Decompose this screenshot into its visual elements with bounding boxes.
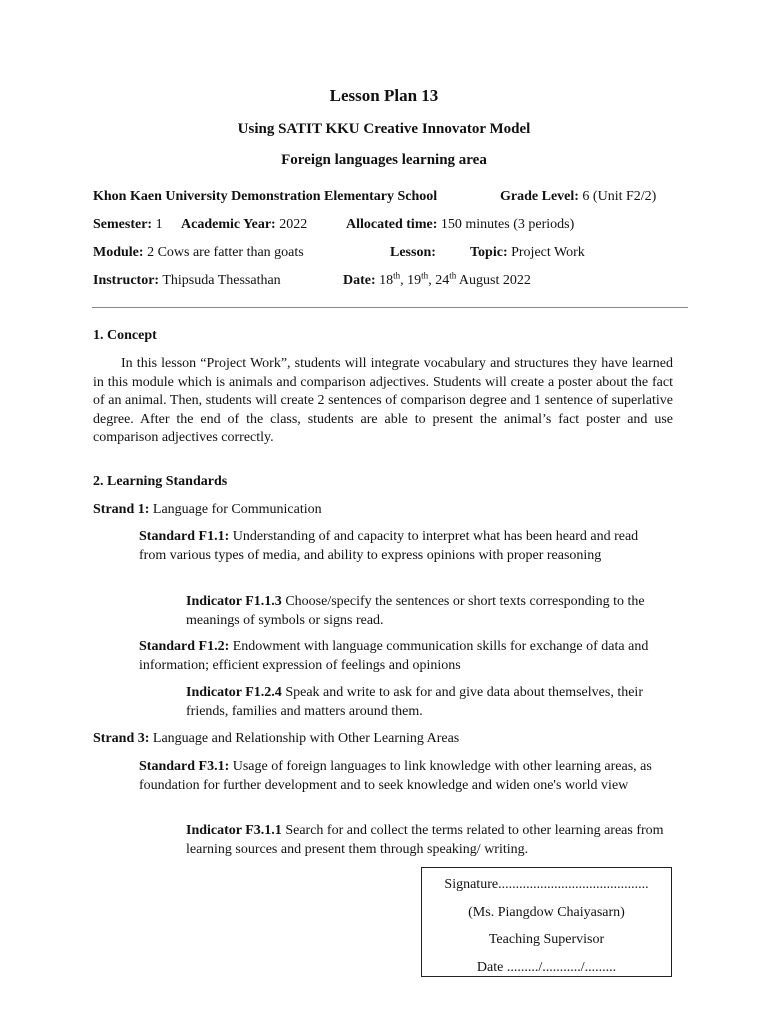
supervisor-title: Teaching Supervisor	[488, 932, 605, 947]
module	[93, 244, 304, 262]
standard-f3-1-text: Usage of foreign languages to link knowledge with other learning areas, as foundation for further development and to seek knowledge and widen one's world view	[139, 759, 652, 793]
lesson-label: Lesson:	[390, 245, 436, 260]
learning-area: Foreign languages learning area	[281, 152, 487, 168]
indicator-f1-1-3-label: Indicator F1.1.3	[186, 594, 282, 609]
module-label: Module:	[93, 245, 144, 260]
standard-f1-1	[139, 528, 667, 565]
module-value: 2 Cows are fatter than goats	[143, 245, 304, 260]
indicator-f1-1-3-text: Choose/specify the sentences or short texts corresponding to the meanings of symbols or signs read.	[186, 594, 645, 628]
topic-label: Topic:	[470, 245, 508, 260]
topic	[470, 244, 585, 262]
standard-f1-2-label: Standard F1.2:	[139, 639, 230, 654]
date-day-2: , 19	[400, 273, 422, 288]
indicator-f1-2-4-text: Speak and write to ask for and give data about themselves, their friends, families and matters around them.	[186, 685, 643, 719]
date-day-1: 18	[375, 273, 394, 288]
school-name: Khon Kaen University Demonstration Elementary School	[93, 189, 438, 204]
strand-1	[93, 501, 322, 519]
allocated-label: Allocated time:	[346, 217, 438, 232]
academic-year-value: 2022	[275, 217, 308, 232]
allocated-time	[346, 216, 574, 234]
strand-1-text: Language for Communication	[149, 502, 322, 517]
signature-line: Signature...........................................	[444, 877, 649, 892]
date-suffix-2: th	[421, 270, 429, 281]
strand-3-text: Language and Relationship with Other Learning Areas	[149, 731, 460, 746]
supervisor-name: (Ms. Piangdow Chaiyasarn)	[468, 905, 625, 920]
topic-value: Project Work	[507, 245, 585, 260]
date-month-year: August 2022	[456, 273, 531, 288]
page-subtitle: Using SATIT KKU Creative Innovator Model	[237, 121, 531, 137]
strand-1-label: Strand 1:	[93, 502, 150, 517]
indicator-f3-1-1	[186, 822, 676, 859]
concept-paragraph: In this lesson “Project Work”, students will integrate vocabulary and structures they have learned in this module which is animals and comparison adjectives. Students will create a poster about the fact of an animal. Then, students will create 2 sentences of comparison degree and 1 sentence of superlative degree. After the end of the class, students are able to present the animal’s fact poster and use comparison adjectives correctly.	[93, 356, 673, 445]
standard-f1-1-text: Understanding of and capacity to interpret what has been heard and read from various types of media, and ability to express opinions with proper reasoning	[139, 529, 639, 563]
grade-label: Grade Level:	[500, 189, 579, 204]
standard-f1-1-label: Standard F1.1:	[139, 529, 230, 544]
signature-date: Date ........./.........../.........	[476, 960, 617, 975]
standard-f3-1-label: Standard F3.1:	[139, 759, 230, 774]
indicator-f1-2-4	[186, 684, 676, 721]
strand-3	[93, 730, 459, 748]
standard-f1-2-text: Endowment with language communication skills for exchange of data and information; efficient expression of feelings and opinions	[139, 639, 649, 673]
semester-value: 1	[152, 217, 163, 232]
grade-level	[500, 188, 656, 206]
instructor-value: Thipsuda Thessathan	[159, 273, 281, 288]
academic-year	[181, 216, 307, 234]
instructor-label: Instructor:	[93, 273, 160, 288]
standards-heading: 2. Learning Standards	[93, 474, 228, 489]
date-suffix-3: th	[449, 270, 457, 281]
instructor	[93, 272, 281, 290]
indicator-f1-1-3	[186, 593, 676, 630]
date-day-3: , 24	[428, 273, 450, 288]
date-suffix-1: th	[393, 270, 401, 281]
indicator-f3-1-1-label: Indicator F3.1.1	[186, 823, 282, 838]
standard-f3-1	[139, 758, 667, 795]
signature-box	[421, 867, 672, 977]
divider-line	[92, 307, 688, 308]
strand-3-label: Strand 3:	[93, 731, 150, 746]
date-label: Date:	[343, 273, 376, 288]
indicator-f3-1-1-text: Search for and collect the terms related to other learning areas from learning sources and present them through speaking/ writing.	[186, 823, 664, 857]
page-title: Lesson Plan 13	[329, 86, 439, 105]
allocated-value: 150 minutes (3 periods)	[437, 217, 575, 232]
standard-f1-2	[139, 638, 667, 675]
grade-value: 6 (Unit F2/2)	[578, 189, 657, 204]
lesson-date	[343, 272, 531, 290]
semester-label: Semester:	[93, 217, 153, 232]
concept-heading: 1. Concept	[93, 328, 157, 343]
semester	[93, 216, 163, 234]
academic-year-label: Academic Year:	[181, 217, 276, 232]
indicator-f1-2-4-label: Indicator F1.2.4	[186, 685, 282, 700]
